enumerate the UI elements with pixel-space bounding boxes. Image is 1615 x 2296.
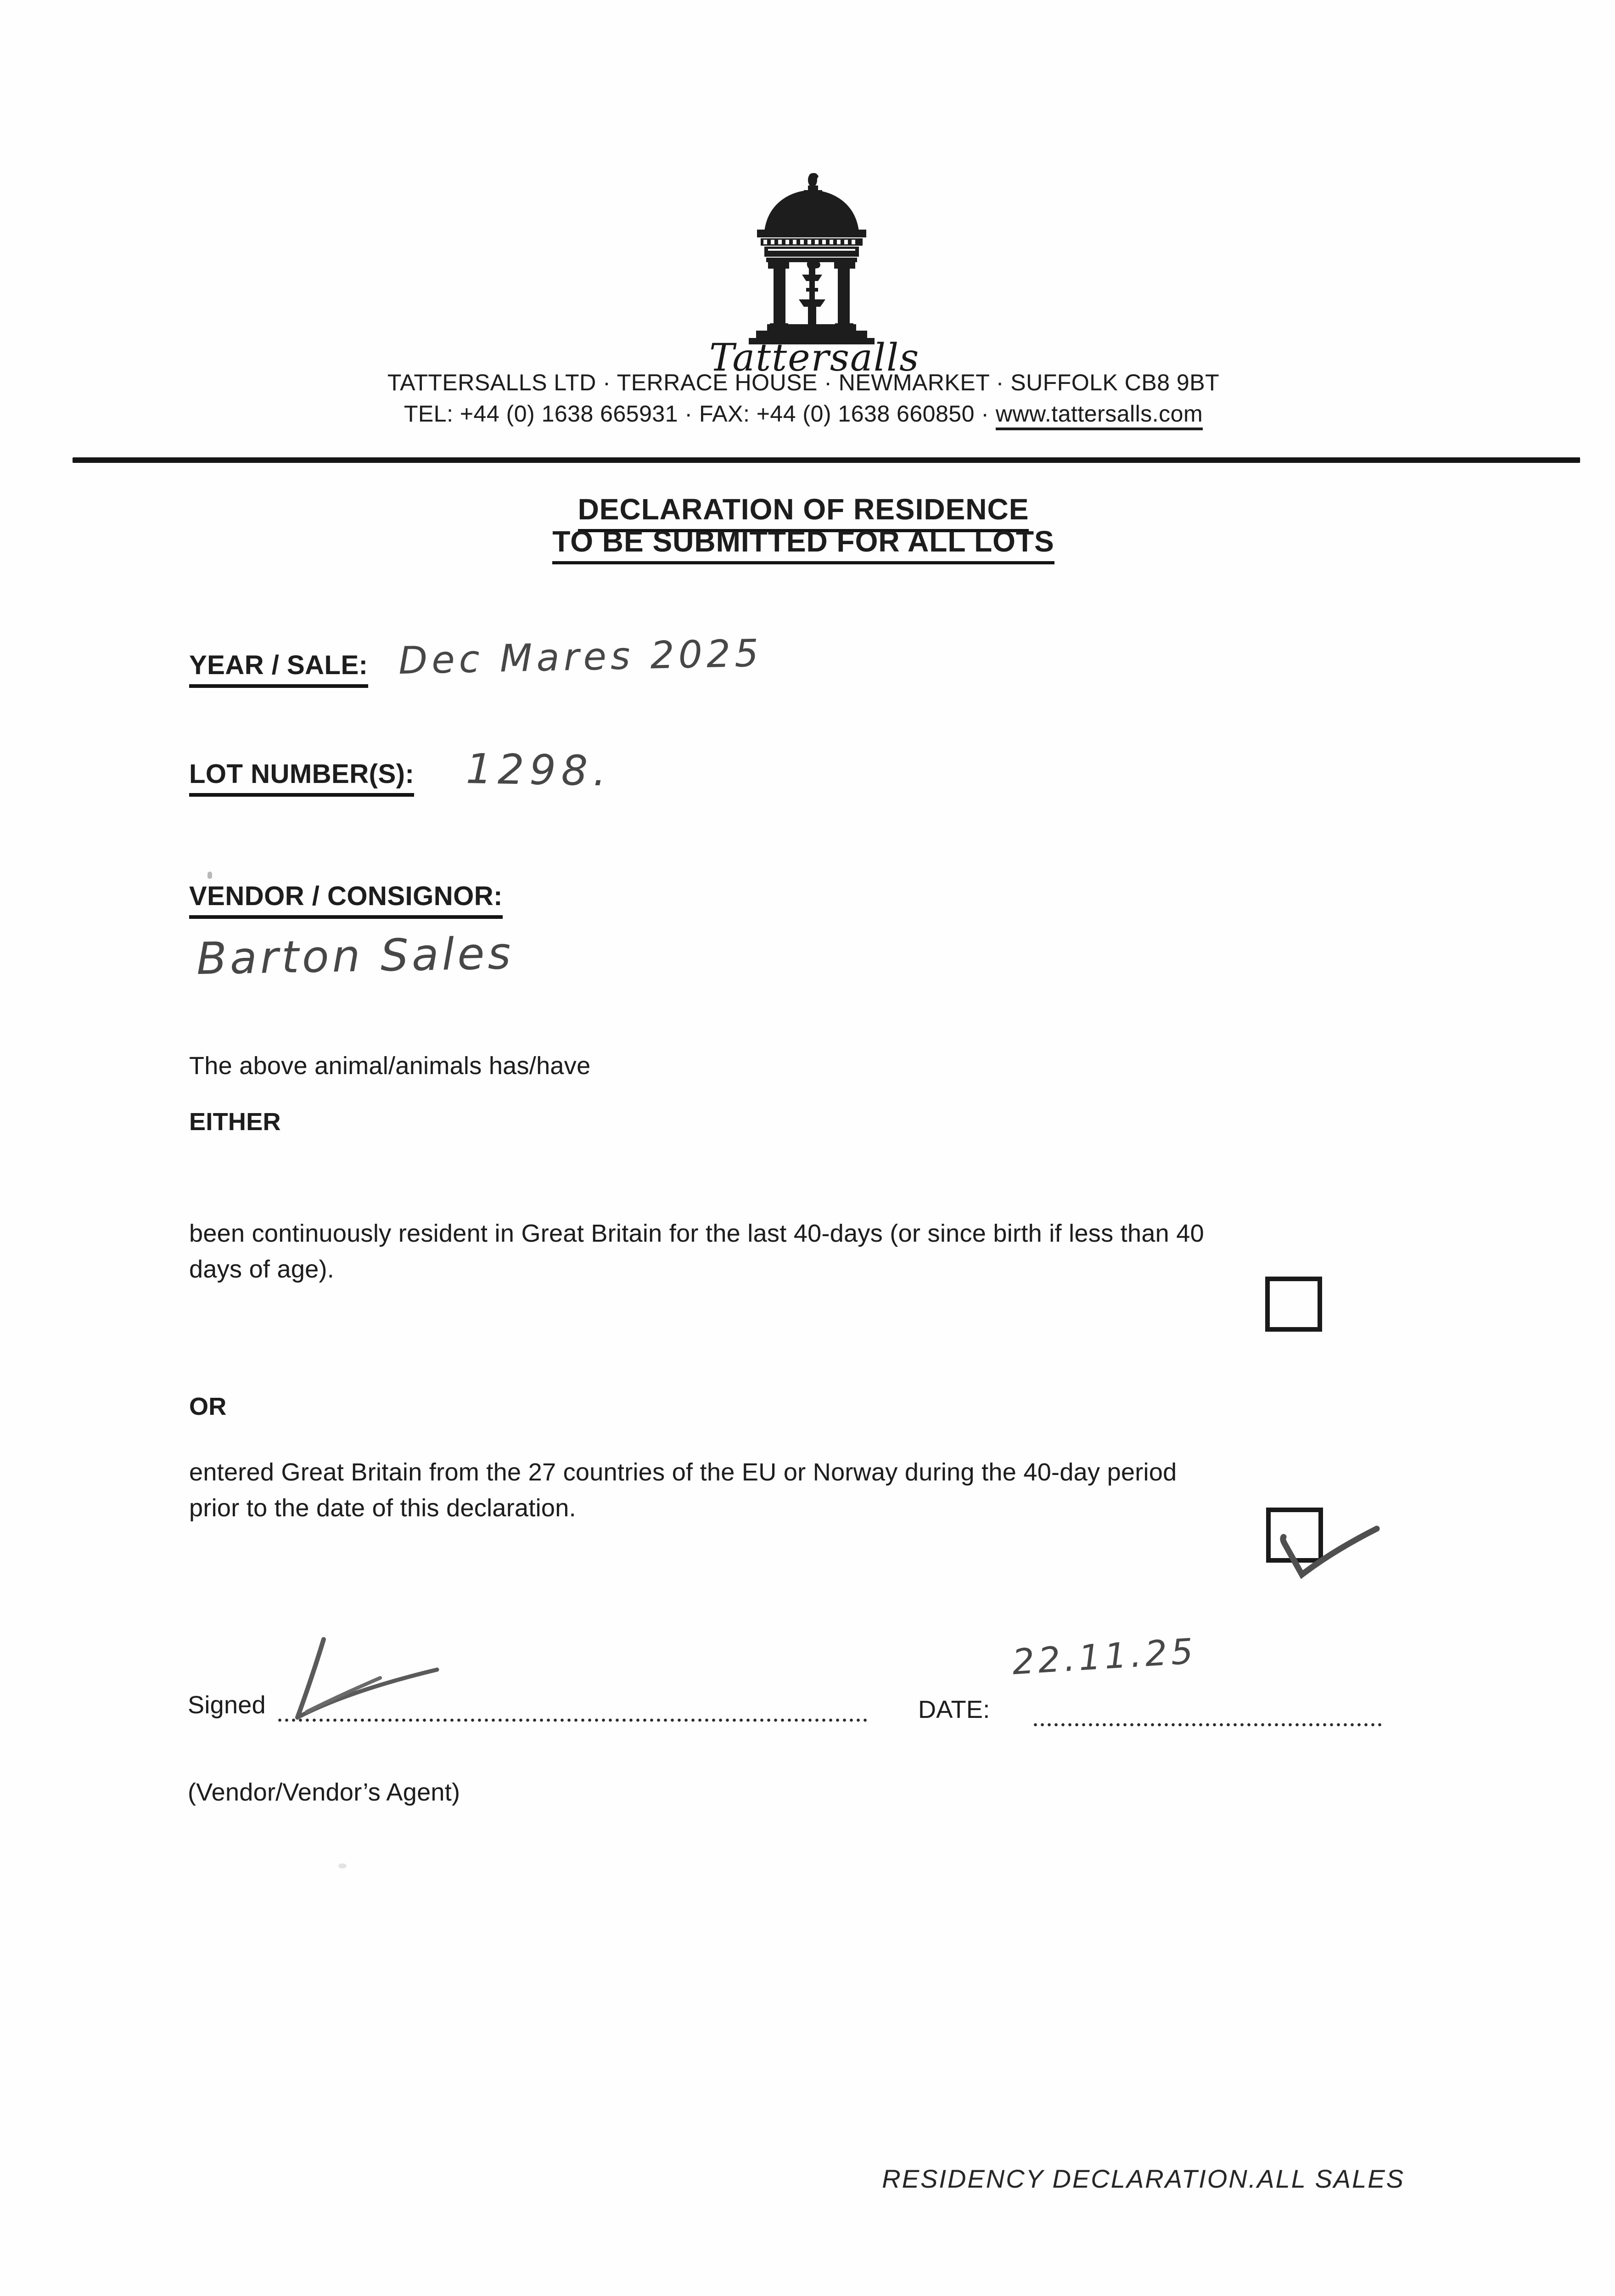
option2-checkbox [1266, 1508, 1323, 1563]
declaration-intro: The above animal/animals has/have [189, 1052, 591, 1080]
website-link: www.tattersalls.com [996, 401, 1203, 430]
header-address-line: TATTERSALLS LTD · TERRACE HOUSE · NEWMARKET · SUFFOLK CB8 9BT [387, 370, 1220, 395]
option1-checkbox [1265, 1277, 1322, 1332]
date-handwritten-value: 22.11.25 [1011, 1630, 1198, 1683]
horizontal-rule [73, 457, 1580, 463]
option2-text-line2: prior to the date of this declaration. [189, 1494, 576, 1522]
header-contact-text: TEL: +44 (0) 1638 665931 · FAX: +44 (0) 1638 660850 · [404, 401, 996, 427]
scan-smudge [338, 1863, 347, 1868]
year-sale-label: YEAR / SALE: [189, 650, 368, 688]
signed-label: Signed [188, 1691, 266, 1719]
header-contact-line [184, 400, 1423, 427]
stray-pen-mark [207, 872, 212, 879]
checkmark-icon [1278, 1525, 1393, 1598]
tattersalls-rotunda-logo-icon [740, 171, 883, 345]
option1-text-line1: been continuously resident in Great Britain for the last 40-days (or since birth if less than 40 [189, 1220, 1204, 1247]
form-title-line2: TO BE SUBMITTED FOR ALL LOTS [184, 524, 1423, 564]
lot-numbers-handwritten-value: 1298. [465, 745, 612, 796]
form-title-line1: DECLARATION OF RESIDENCE [184, 492, 1423, 532]
vendor-consignor-label: VENDOR / CONSIGNOR: [189, 881, 503, 919]
date-label: DATE: [918, 1696, 990, 1723]
or-label: OR [189, 1393, 227, 1420]
option2-text-line1: entered Great Britain from the 27 countries of the EU or Norway during the 40-day period [189, 1458, 1177, 1486]
lot-numbers-label: LOT NUMBER(S): [189, 759, 414, 797]
vendor-agent-note: (Vendor/Vendor’s Agent) [188, 1778, 460, 1806]
either-label: EITHER [189, 1108, 281, 1136]
footer-reference: RESIDENCY DECLARATION.ALL SALES [882, 2164, 1405, 2193]
signature [271, 1622, 464, 1732]
vendor-consignor-handwritten-value: Barton Sales [196, 927, 515, 985]
date-dotted-line [1032, 1723, 1384, 1727]
logo-wordmark: Tattersalls [709, 336, 920, 380]
year-sale-handwritten-value: Dec Mares 2025 [398, 631, 763, 683]
option1-text-line2: days of age). [189, 1255, 335, 1283]
